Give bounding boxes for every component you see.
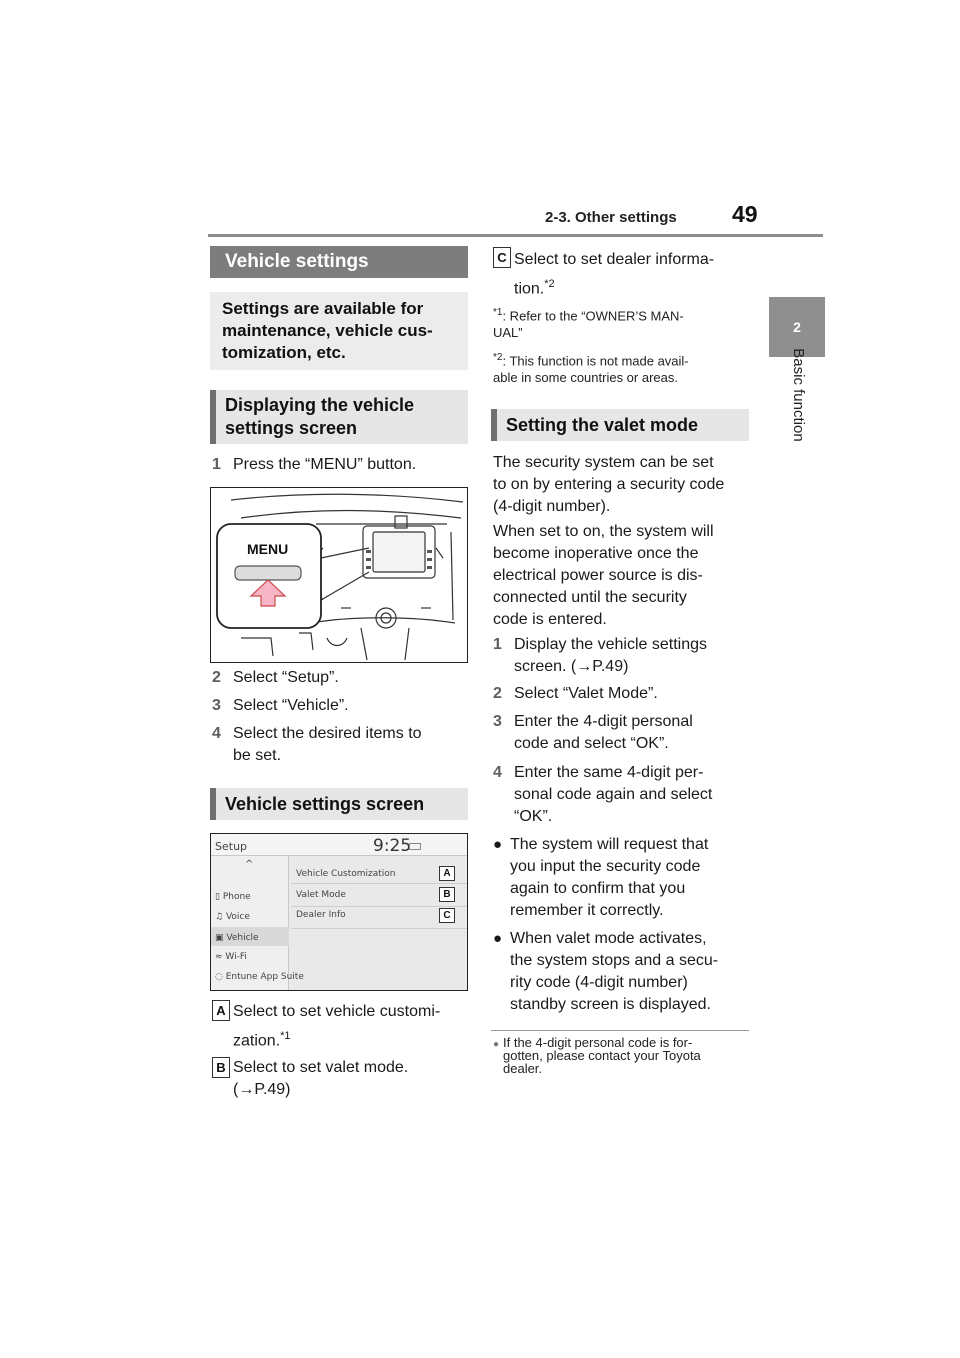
step-number: 1 [212, 456, 221, 473]
chevron-up-icon: ^ [245, 859, 254, 870]
sidebar-item-voice[interactable]: ♫ Voice [215, 912, 250, 922]
step-number: 1 [493, 636, 502, 653]
step-number: 3 [212, 697, 221, 714]
step-number: 2 [493, 685, 502, 702]
legend-key-b: B [212, 1057, 230, 1078]
sidebar-item-entune[interactable]: ◌ Entune App Suite [215, 972, 304, 982]
vehicle-customization-item: Vehicle Customization [296, 869, 396, 879]
step-text: Enter the same 4-digit per- sonal code again and select “OK”. [514, 764, 713, 825]
dealer-info-item: Dealer Info [296, 910, 346, 920]
note-divider [491, 1030, 749, 1031]
paragraph-2: When set to on, the system will become inoperative once the electrical power source is dis- connected until the security code is entered. [493, 523, 714, 628]
chapter-number: 2 [793, 319, 801, 335]
vehicle-settings-screenshot [210, 833, 468, 991]
step-text: Display the vehicle settings screen. (→P.49) [514, 636, 707, 675]
sidebar-item-vehicle[interactable]: ▣ Vehicle [215, 933, 259, 943]
callout-c: C [439, 908, 455, 923]
legend-key-a: A [212, 1000, 230, 1021]
step-number: 3 [493, 713, 502, 730]
main-heading: Vehicle settings [210, 246, 468, 278]
screen-clock: 9:25 [373, 836, 412, 856]
dashboard-illustration [211, 488, 468, 663]
footnote-2: $^{*2}$: This function is not made avail- able in some countries or areas. [493, 352, 689, 386]
bullet-dot-icon: ● [493, 836, 503, 853]
step-text: Enter the 4-digit personal code and select “OK”. [514, 713, 693, 752]
valet-mode-item: Valet Mode [296, 890, 346, 900]
note-bullet-icon: ● [493, 1039, 500, 1050]
step-number: 4 [493, 764, 502, 781]
step-number: 2 [212, 669, 221, 686]
status-icon [409, 843, 421, 850]
legend-text-a: Select to set vehicle customi- zation.$^{*1}$ [233, 1003, 441, 1050]
step-text: Select the desired items to be set. [233, 725, 422, 764]
bullet-dot-icon: ● [493, 930, 503, 947]
chapter-title: Basic function [790, 348, 807, 442]
step-text: Select “Vehicle”. [233, 697, 349, 714]
menu-button-label: MENU [247, 541, 289, 557]
section-title: 2-3. Other settings [545, 209, 677, 226]
screen-titlebar [211, 834, 467, 856]
dashboard-figure [210, 487, 468, 663]
step-text: Press the “MENU” button. [233, 456, 417, 473]
heading-valet-mode: Setting the valet mode [491, 409, 749, 441]
bullet-text: When valet mode activates, the system stops and a secu- rity code (4-digit number) standby screen is displayed. [510, 930, 719, 1013]
paragraph-1: The security system can be set to on by entering a security code (4-digit number). [493, 454, 725, 515]
page-number: 49 [732, 201, 758, 227]
header-rule [208, 234, 823, 237]
callout-b: B [439, 887, 455, 902]
heading-display-settings: Displaying the vehicle settings screen [210, 390, 468, 444]
callout-a: A [439, 866, 455, 881]
bullet-text: The system will request that you input the security code again to confirm that you remember it correctly. [510, 836, 709, 919]
step-number: 4 [212, 725, 221, 742]
legend-text-b: Select to set valet mode. (→P.49) [233, 1059, 409, 1098]
screen-title: Setup [215, 840, 248, 853]
screen-sidebar [211, 856, 289, 990]
footnote-1: $^{*1}$: Refer to the “OWNER’S MAN- UAL” [493, 307, 684, 341]
legend-key-c: C [493, 247, 511, 268]
heading-vehicle-settings-screen: Vehicle settings screen [210, 788, 468, 820]
legend-text-c: Select to set dealer informa- tion.$^{*2}$ [514, 251, 715, 298]
intro-box: Settings are available for maintenance, vehicle cus- tomization, etc. [210, 292, 468, 370]
sidebar-item-wifi[interactable]: ≈ Wi-Fi [215, 952, 247, 962]
sidebar-item-phone[interactable]: ▯ Phone [215, 892, 251, 902]
step-text: Select “Setup”. [233, 669, 339, 686]
step-text: Select “Valet Mode”. [514, 685, 658, 702]
note-text: If the 4-digit personal code is for- gotten, please contact your Toyota dealer. [503, 1035, 701, 1076]
